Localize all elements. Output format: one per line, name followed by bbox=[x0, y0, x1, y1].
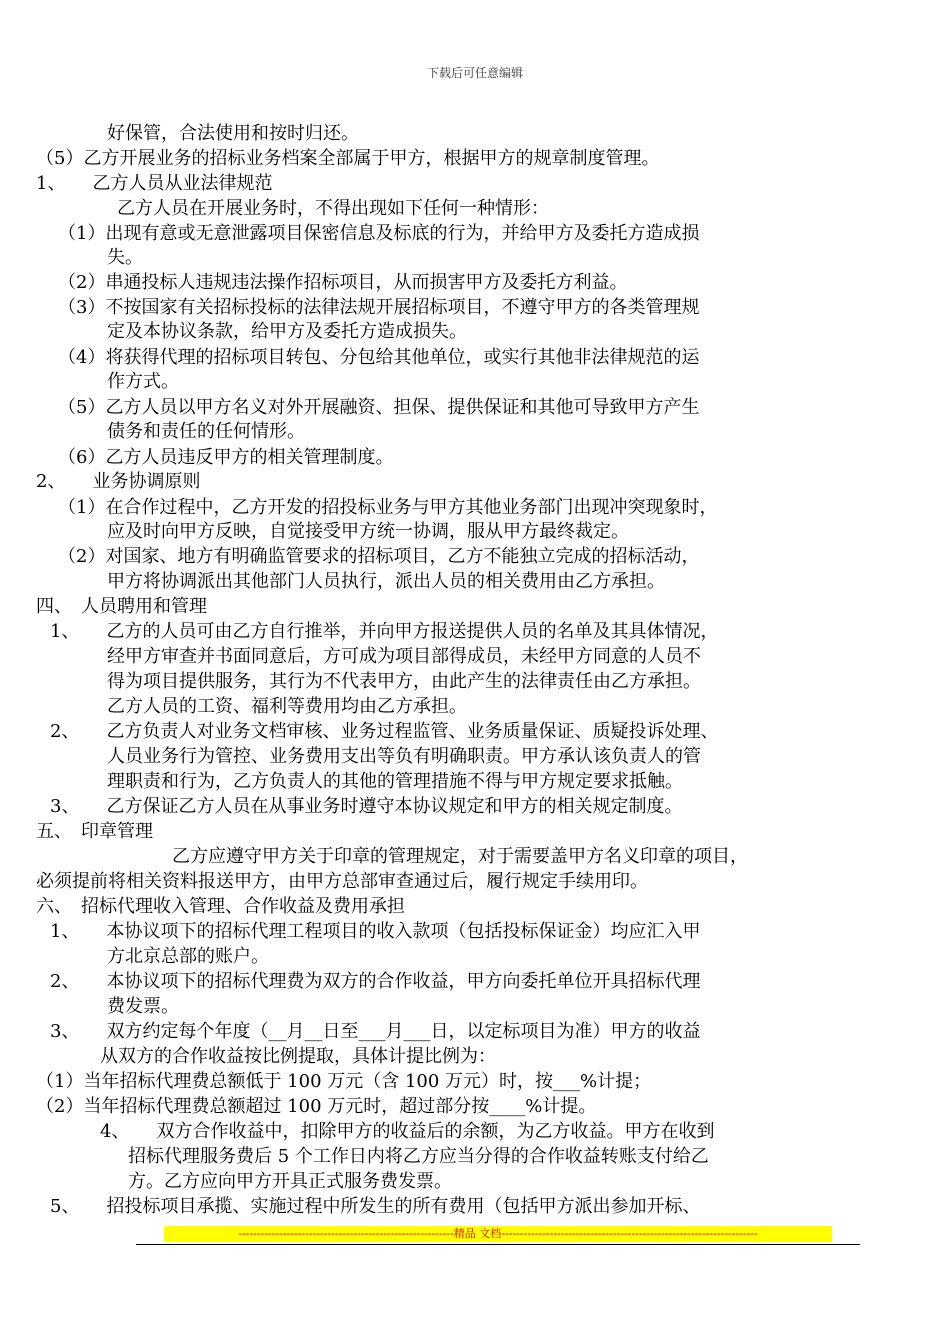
text-line: （5）乙方人员以甲方名义对外开展融资、担保、提供保证和其他可导致甲方产生 bbox=[58, 397, 700, 418]
text-line: 方。乙方应向甲方开具正式服务费发票。 bbox=[128, 1171, 452, 1192]
text-line: 从双方的合作收益按比例提取，具体计提比例为： bbox=[100, 1046, 496, 1067]
text-line: 乙方应遵守甲方关于印章的管理规定，对于需要盖甲方名义印章的项目， bbox=[172, 846, 748, 867]
text-line: （3）不按国家有关招标投标的法律法规开展招标项目，不遵守甲方的各类管理规 bbox=[58, 297, 700, 318]
text-line: 定及本协议条款，给甲方及委托方造成损失。 bbox=[107, 321, 467, 342]
text-line: （6）乙方人员违反甲方的相关管理制度。 bbox=[58, 447, 394, 468]
text-line: 方北京总部的账户。 bbox=[107, 946, 269, 967]
footer-rule bbox=[136, 1244, 860, 1245]
text-line: 2、 本协议项下的招标代理费为双方的合作收益，甲方向委托单位开具招标代理 bbox=[50, 971, 701, 992]
section-heading: 六、 招标代理收入管理、合作收益及费用承担 bbox=[36, 896, 405, 917]
text-line: 1、 乙方的人员可由乙方自行推举，并向甲方报送提供人员的名单及其具体情况， bbox=[50, 621, 719, 642]
text-line: 人员业务行为管控、业务费用支出等负有明确职责。甲方承认该负责人的管 bbox=[107, 746, 701, 767]
text-line: 3、 双方约定每个年度（__月__日至___月___日，以定标项目为准）甲方的收益 bbox=[50, 1021, 701, 1042]
text-line: （2）对国家、地方有明确监管要求的招标项目，乙方不能独立完成的招标活动， bbox=[58, 546, 700, 567]
page-header: 下载后可任意编辑 bbox=[426, 66, 523, 80]
text-line: 理职责和行为，乙方负责人的其他的管理措施不得与甲方规定要求抵触。 bbox=[107, 771, 683, 792]
text-line: 债务和责任的任何情形。 bbox=[107, 421, 305, 442]
text-line: （1）当年招标代理费总额低于 100 万元（含 100 万元）时，按___%计提； bbox=[36, 1071, 652, 1092]
text-line: （2）串通投标人违规违法操作招标项目，从而损害甲方及委托方利益。 bbox=[58, 272, 628, 293]
footer-banner: ----------------------------------------------------------精品 文档--------------------------------------------------------------------- bbox=[164, 1226, 832, 1242]
text-line: 5、 招投标项目承揽、实施过程中所发生的所有费用（包括甲方派出参加开标、 bbox=[50, 1196, 701, 1217]
section-heading: 五、 印章管理 bbox=[36, 821, 153, 842]
text-line: 2、 乙方负责人对业务文档审核、业务过程监管、业务质量保证、质疑投诉处理、 bbox=[50, 721, 719, 742]
text-line: 乙方人员的工资、福利等费用均由乙方承担。 bbox=[107, 696, 467, 717]
section-heading: 四、 人员聘用和管理 bbox=[36, 596, 207, 617]
text-line: 经甲方审查并书面同意后，方可成为项目部得成员，未经甲方同意的人员不 bbox=[107, 646, 701, 667]
text-line: 招标代理服务费后 5 个工作日内将乙方应当分得的合作收益转账支付给乙 bbox=[128, 1146, 709, 1167]
text-line: 1、 乙方人员从业法律规范 bbox=[36, 173, 273, 194]
text-line: 作方式。 bbox=[107, 371, 179, 392]
text-line: 必须提前将相关资料报送甲方，由甲方总部审查通过后，履行规定手续用印。 bbox=[36, 871, 648, 892]
text-line: （1）在合作过程中，乙方开发的招投标业务与甲方其他业务部门出现冲突现象时， bbox=[58, 497, 718, 518]
text-line: 1、 本协议项下的招标代理工程项目的收入款项（包括投标保证金）均应汇入甲 bbox=[50, 921, 701, 942]
text-line: 甲方将协调派出其他部门人员执行，派出人员的相关费用由乙方承担。 bbox=[107, 571, 665, 592]
text-line: （1）出现有意或无意泄露项目保密信息及标底的行为，并给甲方及委托方造成损 bbox=[58, 223, 700, 244]
text-line: 4、 双方合作收益中，扣除甲方的收益后的余额，为乙方收益。甲方在收到 bbox=[100, 1121, 715, 1142]
text-line: （5）乙方开展业务的招标业务档案全部属于甲方，根据甲方的规章制度管理。 bbox=[36, 148, 660, 169]
text-line: 失。 bbox=[107, 247, 143, 268]
text-line: 得为项目提供服务，其行为不代表甲方，由此产生的法律责任由乙方承担。 bbox=[107, 671, 701, 692]
text-line: 应及时向甲方反映，自觉接受甲方统一协调，服从甲方最终裁定。 bbox=[107, 521, 629, 542]
text-line: 3、 乙方保证乙方人员在从事业务时遵守本协议规定和甲方的相关规定制度。 bbox=[50, 796, 683, 817]
text-line: 乙方人员在开展业务时，不得出现如下任何一种情形： bbox=[117, 198, 549, 219]
text-line: 费发票。 bbox=[107, 996, 179, 1017]
text-line: 好保管，合法使用和按时归还。 bbox=[107, 123, 359, 144]
text-line: 2、 业务协调原则 bbox=[36, 471, 201, 492]
text-line: （2）当年招标代理费总额超过 100 万元时，超过部分按____%计提。 bbox=[36, 1096, 597, 1117]
text-line: （4）将获得代理的招标项目转包、分包给其他单位，或实行其他非法律规范的运 bbox=[58, 347, 700, 368]
